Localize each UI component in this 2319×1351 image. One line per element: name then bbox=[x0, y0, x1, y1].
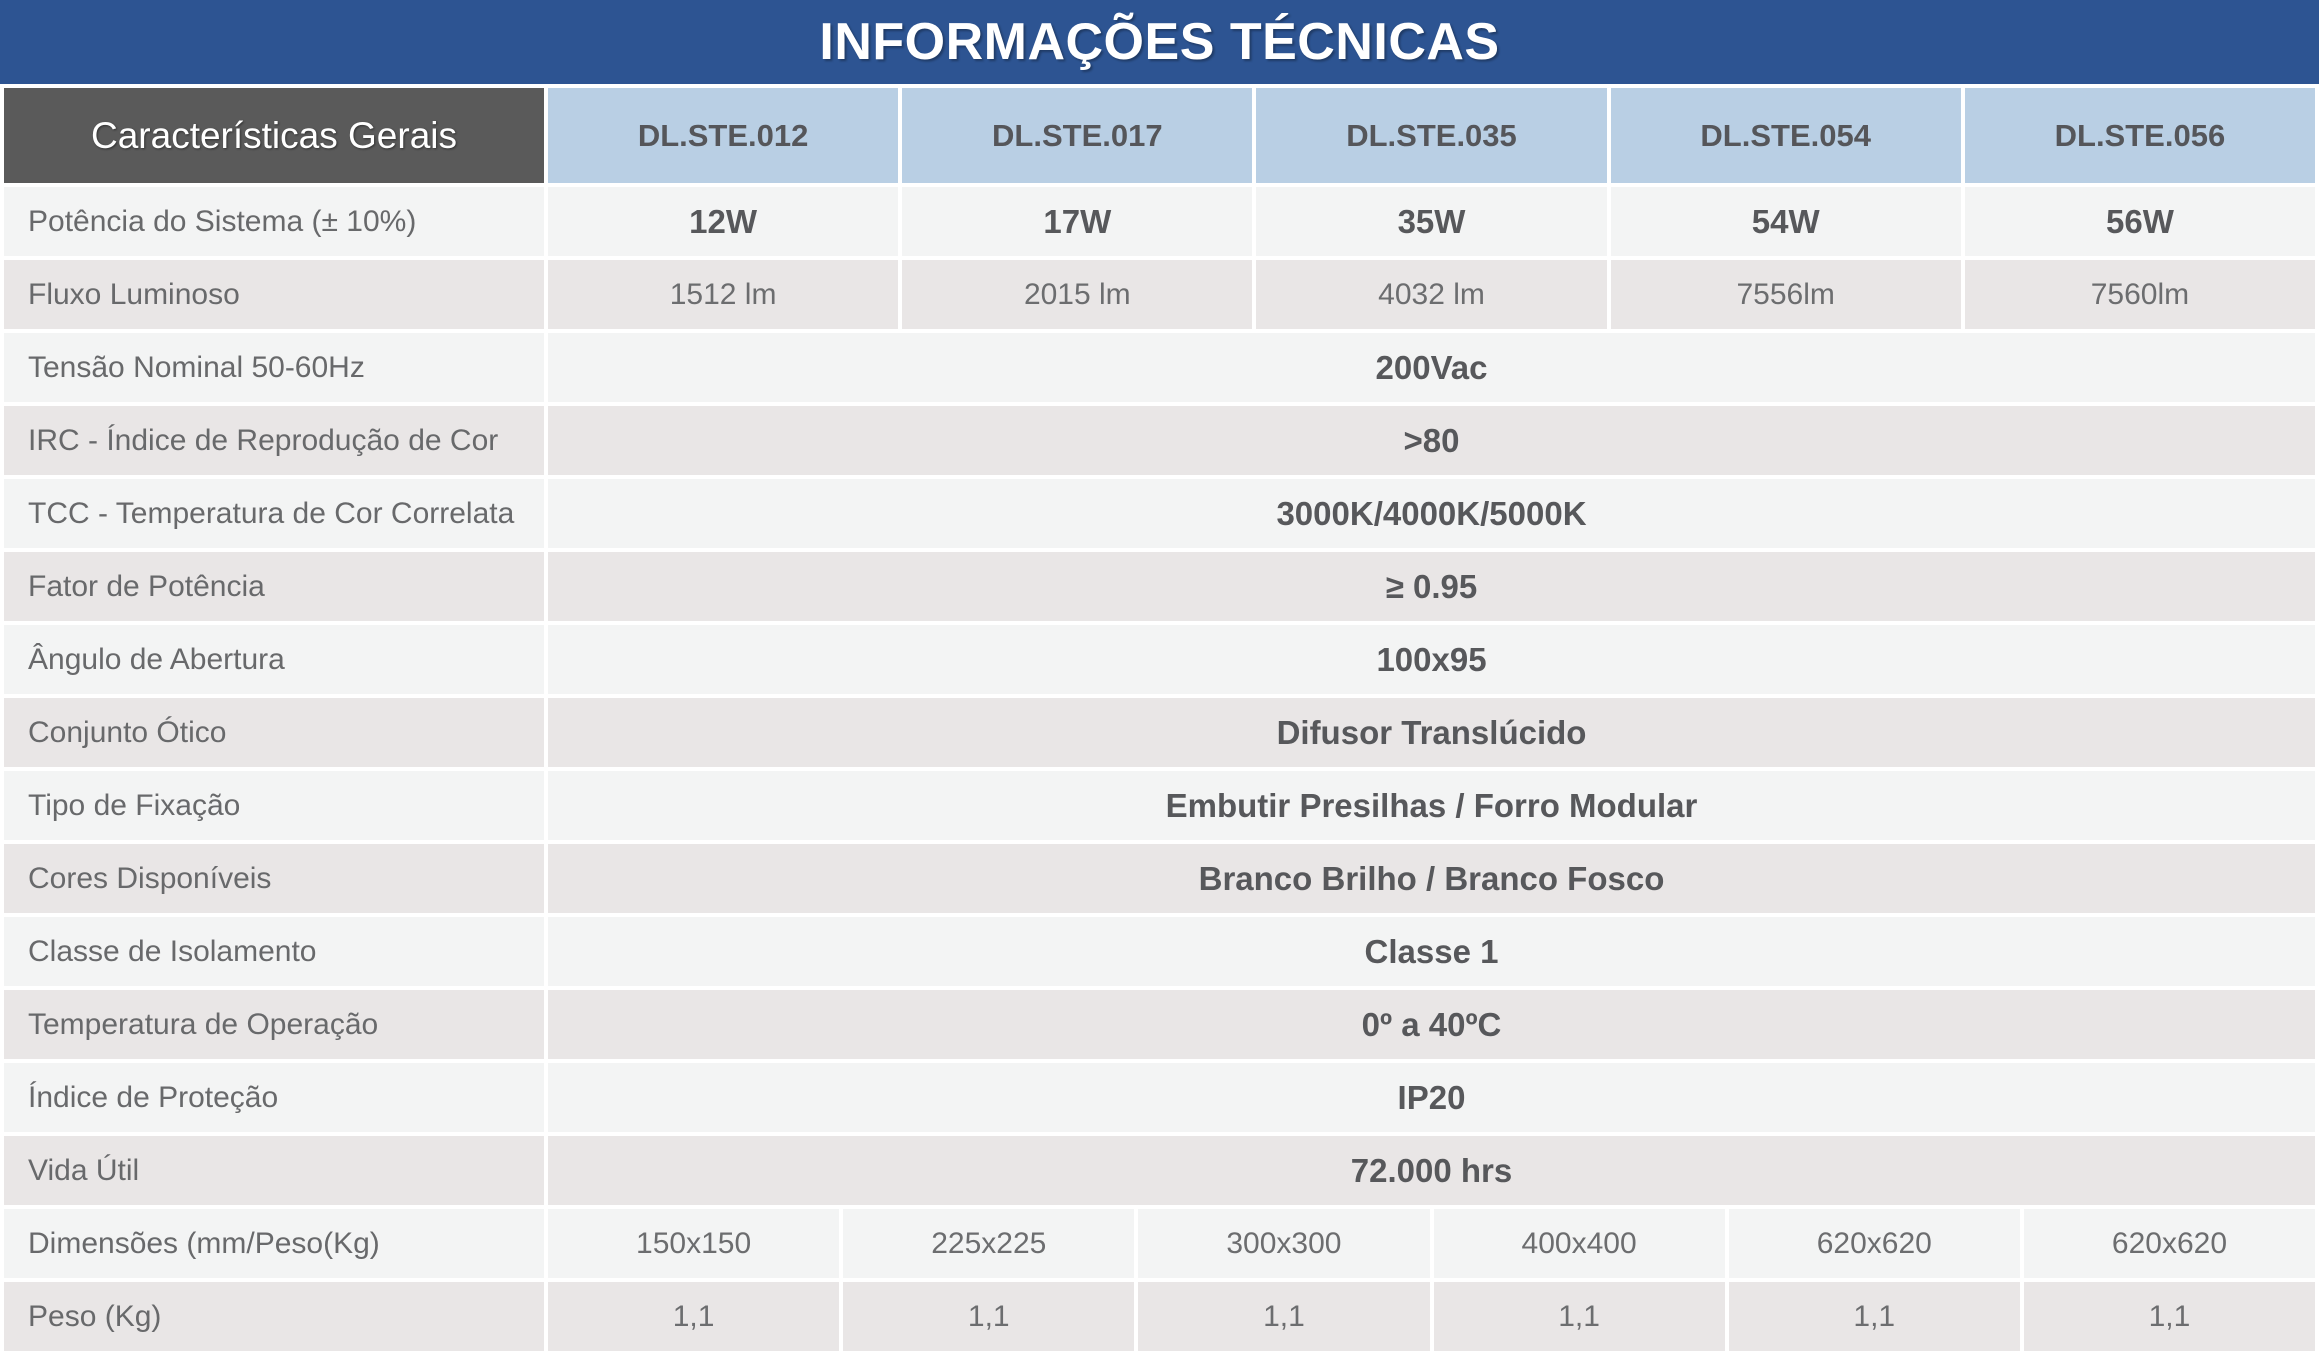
row-label: Conjunto Ótico bbox=[4, 698, 544, 767]
value-cell: 150x150 bbox=[548, 1209, 839, 1278]
table-row-dimensoes bbox=[4, 1209, 2315, 1278]
merged-value-cell: Difusor Translúcido bbox=[548, 698, 2315, 767]
row-label: Cores Disponíveis bbox=[4, 844, 544, 913]
row-label: Dimensões (mm/Peso(Kg) bbox=[4, 1209, 544, 1278]
merged-value-cell: >80 bbox=[548, 406, 2315, 475]
model-header-dl-ste-012: DL.STE.012 bbox=[548, 88, 898, 183]
table-row-conjunto-otico bbox=[4, 698, 2315, 767]
row-label: TCC - Temperatura de Cor Correlata bbox=[4, 479, 544, 548]
row-label: Tipo de Fixação bbox=[4, 771, 544, 840]
merged-value-cell: Embutir Presilhas / Forro Modular bbox=[548, 771, 2315, 840]
model-header-dl-ste-035: DL.STE.035 bbox=[1256, 88, 1606, 183]
value-cell: 620x620 bbox=[2024, 1209, 2315, 1278]
row-label: IRC - Índice de Reprodução de Cor bbox=[4, 406, 544, 475]
row-label: Peso (Kg) bbox=[4, 1282, 544, 1351]
value-cell: 620x620 bbox=[1729, 1209, 2020, 1278]
page-title: INFORMAÇÕES TÉCNICAS bbox=[819, 13, 1500, 71]
row-label: Índice de Proteção bbox=[4, 1063, 544, 1132]
value-cell: 400x400 bbox=[1434, 1209, 1725, 1278]
row-label: Ângulo de Abertura bbox=[4, 625, 544, 694]
value-cell: 54W bbox=[1611, 187, 1961, 256]
value-cell: 1,1 bbox=[1434, 1282, 1725, 1351]
table-row-cores-disponiveis bbox=[4, 844, 2315, 913]
value-cell: 12W bbox=[548, 187, 898, 256]
model-header-dl-ste-017: DL.STE.017 bbox=[902, 88, 1252, 183]
merged-value-cell: 100x95 bbox=[548, 625, 2315, 694]
merged-value-cell: 0º a 40ºC bbox=[548, 990, 2315, 1059]
title-bar bbox=[0, 0, 2319, 84]
merged-value-cell: Classe 1 bbox=[548, 917, 2315, 986]
value-cell: 4032 lm bbox=[1256, 260, 1606, 329]
value-cell: 300x300 bbox=[1138, 1209, 1429, 1278]
row-label: Temperatura de Operação bbox=[4, 990, 544, 1059]
table-row-irc bbox=[4, 406, 2315, 475]
value-cell: 56W bbox=[1965, 187, 2315, 256]
row-label: Classe de Isolamento bbox=[4, 917, 544, 986]
table-row-fator-potencia bbox=[4, 552, 2315, 621]
row-label: Vida Útil bbox=[4, 1136, 544, 1205]
model-header-dl-ste-054: DL.STE.054 bbox=[1611, 88, 1961, 183]
value-cell: 1,1 bbox=[2024, 1282, 2315, 1351]
table-row-tcc bbox=[4, 479, 2315, 548]
value-cell: 1,1 bbox=[1138, 1282, 1429, 1351]
merged-value-cell: Branco Brilho / Branco Fosco bbox=[548, 844, 2315, 913]
value-cell: 7560lm bbox=[1965, 260, 2315, 329]
table-row-fluxo-luminoso bbox=[4, 260, 2315, 329]
spec-table bbox=[0, 88, 2319, 1351]
merged-value-cell: IP20 bbox=[548, 1063, 2315, 1132]
model-header-dl-ste-056: DL.STE.056 bbox=[1965, 88, 2315, 183]
table-row-vida-util bbox=[4, 1136, 2315, 1205]
merged-value-cell: ≥ 0.95 bbox=[548, 552, 2315, 621]
value-cell: 1,1 bbox=[1729, 1282, 2020, 1351]
merged-value-cell: 200Vac bbox=[548, 333, 2315, 402]
table-row-tipo-fixacao bbox=[4, 771, 2315, 840]
value-cell: 2015 lm bbox=[902, 260, 1252, 329]
corner-header-cell: Características Gerais bbox=[4, 88, 544, 183]
value-cell: 17W bbox=[902, 187, 1252, 256]
merged-value-cell: 72.000 hrs bbox=[548, 1136, 2315, 1205]
row-label: Fluxo Luminoso bbox=[4, 260, 544, 329]
table-row-angulo-abertura bbox=[4, 625, 2315, 694]
value-cell: 1,1 bbox=[548, 1282, 839, 1351]
table-header-row bbox=[4, 88, 2315, 183]
table-row-indice-protecao bbox=[4, 1063, 2315, 1132]
table-row-potencia bbox=[4, 187, 2315, 256]
value-cell: 7556lm bbox=[1611, 260, 1961, 329]
row-label: Tensão Nominal 50-60Hz bbox=[4, 333, 544, 402]
value-cell: 225x225 bbox=[843, 1209, 1134, 1278]
value-cell: 35W bbox=[1256, 187, 1606, 256]
row-label: Potência do Sistema (± 10%) bbox=[4, 187, 544, 256]
table-row-peso bbox=[4, 1282, 2315, 1351]
row-label: Fator de Potência bbox=[4, 552, 544, 621]
table-row-temperatura-operacao bbox=[4, 990, 2315, 1059]
merged-value-cell: 3000K/4000K/5000K bbox=[548, 479, 2315, 548]
table-row-classe-isolamento bbox=[4, 917, 2315, 986]
value-cell: 1512 lm bbox=[548, 260, 898, 329]
value-cell: 1,1 bbox=[843, 1282, 1134, 1351]
table-row-tensao-nominal bbox=[4, 333, 2315, 402]
